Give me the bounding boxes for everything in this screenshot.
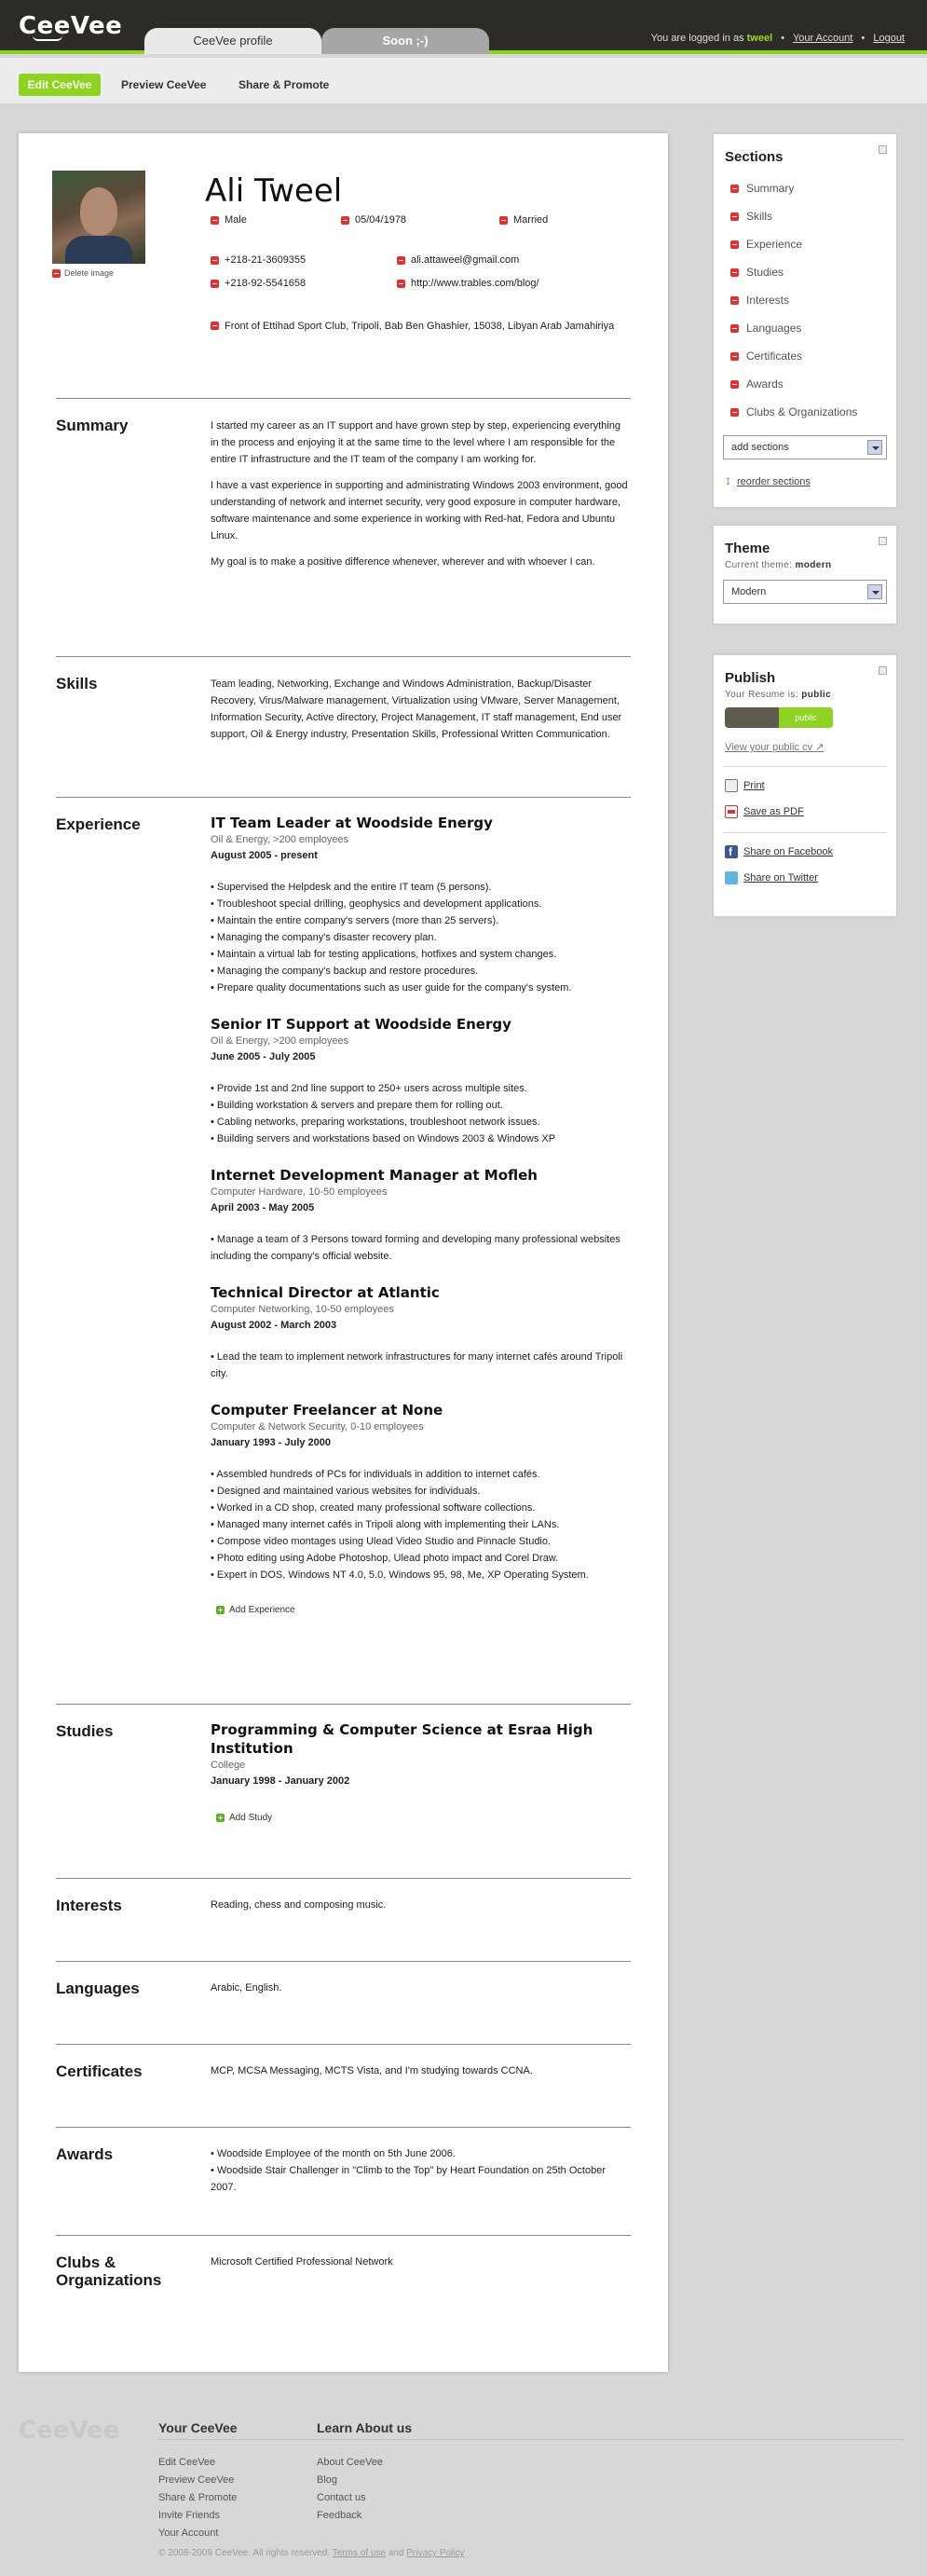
footer-col-title: Your CeeVee — [158, 2420, 238, 2435]
job-dates: August 2005 - present — [211, 850, 318, 861]
job-title: Technical Director at Atlantic — [211, 1284, 440, 1301]
job-bullet: • Manage a team of 3 Persons toward forming and developing many professional websites including the company's official website. — [211, 1234, 620, 1262]
share-facebook-link[interactable] — [725, 844, 896, 859]
current-theme — [725, 560, 896, 570]
skills-text: Team leading, Networking, Exchange and Windows Administration, Backup/Disaster Recovery, Virus/Malware management, Virtualization using VMware, Server Management, Information Security, Active directory, Project Management, IT staff management, End user support, Oil & Energy industry, Presentation Skills, Professional Written Communication. — [211, 678, 622, 740]
job-bullet: • Managing the company's backup and restore procedures. — [211, 966, 479, 977]
summary-section[interactable] — [56, 398, 631, 659]
birthdate-field[interactable] — [341, 214, 406, 226]
add-sections-select[interactable] — [723, 435, 887, 459]
section-title: Skills — [56, 675, 98, 692]
divider — [723, 766, 887, 767]
remove-icon[interactable] — [730, 352, 739, 361]
languages-text: Arabic, English. — [211, 1982, 282, 1994]
select-value: add sections — [731, 442, 789, 453]
footer-col-your-ceevee — [158, 2420, 238, 2542]
resume-paper — [19, 133, 668, 2372]
job-bullet: • Compose video montages using Ulead Video Studio and Pinnacle Studio. — [211, 1536, 552, 1547]
sidebar-item-label: Summary — [746, 182, 795, 195]
study-item[interactable] — [211, 1720, 631, 1789]
footer-link-account[interactable]: Your Account — [158, 2528, 219, 2539]
studies-section[interactable] — [56, 1704, 631, 1871]
remove-icon[interactable] — [730, 185, 739, 193]
twitter-icon — [725, 871, 738, 884]
job-company: Computer Networking, 10-50 employees — [211, 1304, 394, 1315]
section-title: Languages — [56, 1980, 140, 1997]
reorder-sections-link[interactable] — [725, 473, 896, 487]
study-type: College — [211, 1760, 246, 1771]
and-text: and — [388, 2548, 404, 2558]
add-icon — [216, 1606, 225, 1614]
clubs-text: Microsoft Certified Professional Network — [211, 2256, 393, 2268]
remove-icon[interactable] — [730, 296, 739, 305]
experience-item[interactable] — [211, 814, 631, 996]
profile-name[interactable]: Ali Tweel — [205, 172, 343, 210]
address-field[interactable] — [211, 318, 620, 335]
job-bullet: • Worked in a CD shop, created many professional software collections. — [211, 1502, 536, 1514]
collapse-icon[interactable] — [879, 145, 887, 154]
footer-col-title: Learn About us — [317, 2420, 413, 2435]
pdf-label: Save as PDF — [743, 806, 804, 817]
resume-status — [725, 690, 896, 700]
study-title: Programming & Computer Science at Esraa High Institution — [211, 1721, 593, 1757]
address-value: Front of Ettihad Sport Club, Tripoli, Bab Ben Ghashier, 15038, Libyan Arab Jamahiriya — [225, 321, 615, 332]
public-toggle[interactable] — [725, 707, 833, 728]
save-pdf-link[interactable] — [725, 804, 896, 819]
add-experience-button[interactable] — [216, 1602, 631, 1619]
pdf-icon — [725, 805, 738, 818]
job-bullets — [211, 1080, 631, 1147]
remove-icon[interactable] — [730, 408, 739, 417]
summary-body — [211, 418, 631, 580]
remove-icon[interactable] — [211, 216, 219, 225]
job-title: IT Team Leader at Woodside Energy — [211, 815, 493, 831]
section-title: Clubs & Organizations — [56, 2254, 162, 2289]
add-icon — [216, 1814, 225, 1822]
sidebar-item-clubs[interactable] — [730, 398, 896, 426]
print-label: Print — [743, 780, 765, 791]
top-bar — [0, 0, 927, 54]
marital-value: Married — [513, 214, 549, 226]
footer-link-about[interactable]: About CeeVee — [317, 2457, 383, 2468]
remove-icon[interactable] — [211, 280, 219, 288]
remove-icon[interactable] — [730, 212, 739, 221]
sidebar-item-awards[interactable] — [730, 370, 896, 398]
summary-paragraph: I have a vast experience in supporting and administrating Windows 2003 environment, good understanding of network and internet security, very good exposure in computer hardware, software maintenance and some experience in working with Red-hat, Fedora and Ubuntu Linux. — [211, 480, 628, 541]
footer-link-feedback[interactable]: Feedback — [317, 2510, 362, 2521]
logo-smile-icon — [33, 35, 62, 41]
certificates-section[interactable] — [56, 2044, 631, 2118]
separator: • — [861, 33, 866, 44]
view-public-label: View your public cv — [725, 742, 812, 753]
sections-list — [730, 174, 896, 426]
phone1-field[interactable] — [211, 254, 306, 266]
awards-body — [211, 2145, 631, 2196]
section-divider — [56, 797, 631, 798]
tab-soon[interactable]: Soon ;-) — [321, 28, 489, 54]
experience-body — [211, 814, 631, 1619]
footer — [0, 2409, 927, 2576]
select-value: Modern — [731, 586, 767, 597]
section-title: Experience — [56, 815, 141, 833]
studies-body — [211, 1720, 631, 1827]
phone2-value: +218-92-5541658 — [225, 278, 307, 289]
experience-item[interactable] — [211, 1283, 631, 1382]
certificates-text: MCP, MCSA Messaging, MCTS Vista, and I'm studying towards CCNA. — [211, 2065, 533, 2076]
footer-link-contact[interactable]: Contact us — [317, 2492, 366, 2503]
sidebar-item-label: Awards — [746, 377, 784, 391]
sidebar-item-label: Clubs & Organizations — [746, 405, 858, 418]
remove-icon[interactable] — [341, 216, 349, 225]
marital-field[interactable] — [499, 214, 548, 226]
section-divider — [56, 1704, 631, 1705]
remove-icon[interactable] — [397, 280, 405, 288]
job-bullets — [211, 1466, 631, 1583]
gender-field[interactable] — [211, 214, 247, 226]
birthdate-value: 05/04/1978 — [355, 214, 407, 226]
phone1-value: +218-21-3609355 — [225, 254, 307, 266]
job-bullet: • Building workstation & servers and prepare them for rolling out. — [211, 1100, 503, 1111]
footer-link-preview[interactable]: Preview CeeVee — [158, 2474, 235, 2486]
sidebar-item-certificates[interactable] — [730, 342, 896, 370]
facebook-label: Share on Facebook — [743, 846, 834, 857]
tab-ceevee-profile[interactable]: CeeVee profile — [144, 28, 321, 54]
website-field[interactable] — [397, 278, 539, 289]
delete-image-link[interactable] — [52, 268, 114, 278]
external-link-icon: ↗ — [815, 742, 825, 753]
job-bullet: • Expert in DOS, Windows NT 4.0, 5.0, Windows 95, 98, Me, XP Operating System. — [211, 1569, 589, 1581]
sidebar-item-interests[interactable] — [730, 286, 896, 314]
footer-link-edit[interactable]: Edit CeeVee — [158, 2457, 216, 2468]
section-divider — [56, 2127, 631, 2128]
interests-text: Reading, chess and composing music. — [211, 1899, 387, 1911]
job-bullet: • Maintain the entire company's servers (more than 25 servers). — [211, 915, 499, 926]
your-account-link[interactable]: Your Account — [792, 33, 853, 44]
remove-icon[interactable] — [730, 240, 739, 249]
job-title: Computer Freelancer at None — [211, 1402, 443, 1418]
print-link[interactable] — [725, 778, 896, 793]
terms-link[interactable]: Terms of use — [332, 2548, 387, 2558]
study-dates: January 1998 - January 2002 — [211, 1775, 350, 1787]
job-bullet: • Managing the company's disaster recovery plan. — [211, 932, 437, 943]
facebook-icon — [725, 845, 738, 858]
job-company: Computer & Network Security, 0-10 employees — [211, 1421, 424, 1432]
website-value: http://www.trables.com/blog/ — [411, 278, 539, 289]
email-field[interactable] — [397, 254, 519, 266]
experience-item[interactable] — [211, 1401, 631, 1583]
logo-text: CeeVee — [19, 12, 123, 40]
job-bullet: • Provide 1st and 2nd line support to 250+ users across multiple sites. — [211, 1083, 527, 1094]
remove-icon[interactable] — [499, 216, 508, 225]
job-dates: January 1993 - July 2000 — [211, 1437, 332, 1448]
job-bullet: • Cabling networks, preparing workstations, troubleshoot network issues. — [211, 1117, 540, 1128]
section-divider — [56, 656, 631, 657]
job-bullets — [211, 1349, 631, 1382]
reorder-arrows-icon: ↕ — [725, 473, 731, 487]
resume-status-value: public — [801, 690, 832, 700]
panel-title: Publish — [725, 670, 776, 686]
view-public-cv-link[interactable] — [725, 741, 896, 753]
printer-icon — [725, 779, 738, 792]
sidebar-item-experience[interactable] — [730, 230, 896, 258]
panel-title: Theme — [725, 541, 770, 556]
gender-value: Male — [225, 214, 247, 226]
remove-icon — [52, 269, 61, 278]
add-study-label: Add Study — [229, 1813, 273, 1823]
job-company: Oil & Energy, >200 employees — [211, 1035, 349, 1047]
chevron-down-icon — [867, 440, 882, 455]
clubs-section[interactable] — [56, 2235, 631, 2319]
collapse-icon[interactable] — [879, 537, 887, 545]
section-title: Summary — [56, 417, 129, 434]
remove-icon[interactable] — [730, 324, 739, 333]
job-bullet: • Photo editing using Adobe Photoshop, Ulead photo impact and Corel Draw. — [211, 1553, 559, 1564]
job-bullet: • Prepare quality documentations such as user guide for the company's system. — [211, 982, 572, 993]
resume-status-label: Your Resume is: — [725, 690, 798, 700]
sidebar-item-label: Experience — [746, 238, 803, 251]
remove-icon[interactable] — [211, 322, 219, 330]
sidebar-item-skills[interactable] — [730, 202, 896, 230]
toggle-label: public — [779, 707, 833, 728]
job-bullet: • Designed and maintained various websites for individuals. — [211, 1486, 481, 1497]
job-dates: August 2002 - March 2003 — [211, 1320, 337, 1331]
privacy-link[interactable]: Privacy Policy — [406, 2548, 465, 2558]
copyright-text: © 2008-2009 CeeVee. All rights reserved. — [158, 2548, 331, 2558]
languages-section[interactable] — [56, 1961, 631, 2035]
section-divider — [56, 1878, 631, 1879]
section-divider — [56, 2235, 631, 2236]
job-title: Internet Development Manager at Mofleh — [211, 1167, 538, 1184]
job-bullet: • Assembled hundreds of PCs for individuals in addition to internet cafés. — [211, 1469, 540, 1480]
remove-icon[interactable] — [730, 380, 739, 389]
sidebar-item-label: Skills — [746, 210, 773, 223]
awards-section[interactable] — [56, 2127, 631, 2229]
sidebar-item-label: Certificates — [746, 349, 803, 363]
copyright — [158, 2548, 465, 2558]
separator: • — [781, 33, 785, 44]
add-study-button[interactable] — [216, 1810, 631, 1827]
section-title: Awards — [56, 2145, 114, 2163]
phone2-field[interactable] — [211, 278, 306, 289]
footer-divider — [158, 2439, 904, 2440]
theme-select[interactable] — [723, 580, 887, 604]
panel-title: Sections — [725, 149, 784, 165]
username: tweel — [746, 33, 773, 44]
divider — [723, 832, 887, 833]
job-bullet: • Building servers and workstations based on Windows 2003 & Windows XP — [211, 1133, 556, 1144]
sidebar-item-label: Languages — [746, 322, 802, 335]
logged-in-label: You are logged in as — [650, 33, 744, 44]
delete-image-label: Delete image — [64, 268, 115, 278]
footer-logo[interactable]: CeeVee — [19, 2417, 120, 2445]
job-dates: June 2005 - July 2005 — [211, 1051, 316, 1062]
award-item: • Woodside Employee of the month on 5th June 2006. — [211, 2148, 456, 2159]
section-divider — [56, 398, 631, 399]
job-title: Senior IT Support at Woodside Energy — [211, 1016, 511, 1033]
footer-link-invite[interactable]: Invite Friends — [158, 2510, 221, 2521]
footer-link-share[interactable]: Share & Promote — [158, 2492, 238, 2503]
share-promote-link[interactable]: Share & Promote — [239, 78, 330, 91]
section-divider — [56, 2044, 631, 2045]
section-title: Interests — [56, 1897, 122, 1914]
job-bullet: • Managed many internet cafés in Tripoli along with implementing their LANs. — [211, 1519, 560, 1530]
job-dates: April 2003 - May 2005 — [211, 1202, 315, 1213]
collapse-icon[interactable] — [879, 666, 887, 675]
job-bullet: • Lead the team to implement network infrastructures for many internet cafés around Tripoli city. — [211, 1351, 623, 1379]
email-value: ali.attaweel@gmail.com — [411, 254, 520, 266]
experience-section[interactable] — [56, 797, 631, 1836]
logout-link[interactable]: Logout — [873, 33, 905, 44]
remove-icon[interactable] — [211, 256, 219, 265]
sidebar-item-label: Interests — [746, 294, 790, 307]
job-bullets — [211, 1231, 631, 1265]
sidebar-item-studies[interactable] — [730, 258, 896, 286]
job-company: Computer Hardware, 10-50 employees — [211, 1186, 388, 1198]
remove-icon[interactable] — [397, 256, 405, 265]
reorder-label: reorder sections — [737, 476, 811, 487]
job-bullets — [211, 879, 631, 996]
experience-item[interactable] — [211, 1015, 631, 1147]
photo-shirt — [65, 236, 132, 264]
theme-panel — [713, 525, 897, 624]
sections-panel — [713, 133, 897, 508]
section-divider — [56, 1961, 631, 1962]
sidebar-item-summary[interactable] — [730, 174, 896, 202]
chevron-down-icon — [867, 584, 882, 599]
profile-photo[interactable] — [52, 171, 145, 264]
publish-panel — [713, 654, 897, 917]
job-bullet: • Troubleshoot special drilling, geophysics and development applications. — [211, 898, 542, 910]
job-bullet: • Maintain a virtual lab for testing applications, hotfixes and system changes. — [211, 949, 557, 960]
experience-item[interactable] — [211, 1166, 631, 1265]
section-title: Studies — [56, 1722, 114, 1740]
skills-section[interactable] — [56, 656, 631, 796]
footer-col-learn — [317, 2420, 412, 2525]
add-experience-label: Add Experience — [229, 1605, 295, 1615]
job-bullet: • Supervised the Helpdesk and the entire IT team (5 persons). — [211, 882, 492, 893]
current-theme-label: Current theme: — [725, 560, 793, 570]
twitter-label: Share on Twitter — [743, 872, 818, 884]
photo-face — [80, 187, 117, 236]
sidebar-item-label: Studies — [746, 266, 784, 279]
sidebar-item-languages[interactable] — [730, 314, 896, 342]
preview-ceevee-link[interactable]: Preview CeeVee — [121, 78, 207, 91]
award-item: • Woodside Stair Challenger in "Climb to the Top" by Heart Foundation on 25th October 2007. — [211, 2165, 606, 2193]
share-twitter-link[interactable] — [725, 870, 896, 885]
user-bar — [651, 33, 905, 44]
edit-ceevee-button[interactable]: Edit CeeVee — [19, 74, 101, 96]
summary-paragraph: I started my career as an IT support and have grown step by step, experiencing everything in the process and enjoying it at the same time to the level where I am responsible for the entire IT infrastructure and the IT team of the company I am working for. — [211, 420, 621, 465]
current-theme-value: modern — [795, 560, 832, 570]
summary-paragraph: My goal is to make a positive difference whenever, wherever and with whoever I can. — [211, 556, 595, 568]
footer-link-blog[interactable]: Blog — [317, 2474, 338, 2486]
job-company: Oil & Energy, >200 employees — [211, 834, 349, 845]
ceevee-logo[interactable] — [19, 12, 122, 40]
interests-section[interactable] — [56, 1878, 631, 1953]
section-title: Certificates — [56, 2062, 143, 2080]
remove-icon[interactable] — [730, 268, 739, 277]
sub-navigation — [0, 58, 927, 104]
